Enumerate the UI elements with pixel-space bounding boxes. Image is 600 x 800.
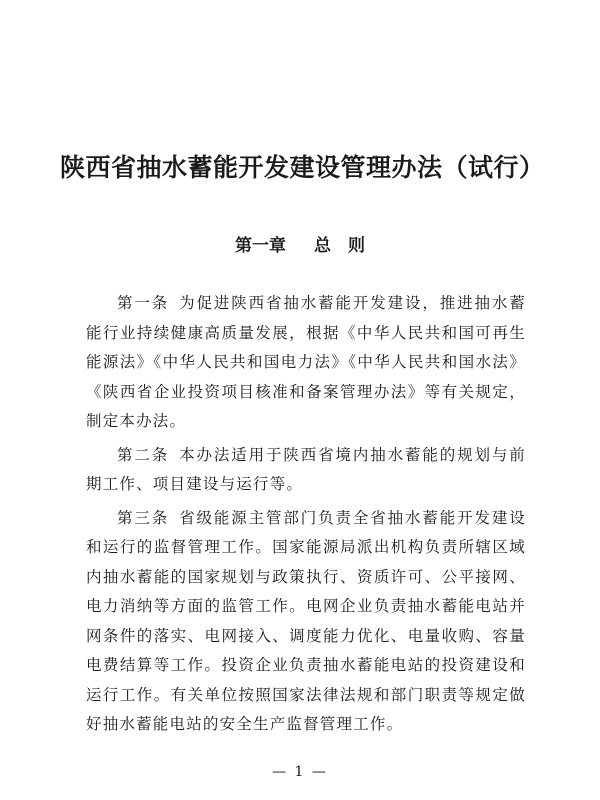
page-number: — 1 — <box>272 764 328 780</box>
article-3 <box>86 504 526 740</box>
article-label: 第一条 <box>117 294 170 312</box>
article-text: 本办法适用于陕西省境内抽水蓄能的规划与前期工作、项目建设与运行等。 <box>86 445 526 493</box>
chapter-name: 总 则 <box>314 236 365 256</box>
article-2 <box>86 441 526 500</box>
article-label: 第二条 <box>117 445 170 464</box>
chapter-heading <box>150 231 450 256</box>
article-text: 省级能源主管部门负责全省抽水蓄能开发建设和运行的监督管理工作。国家能源局派出机构负责所辖区域内抽水蓄能的国家规划与政策执行、资质许可、公平接网、电力消纳等方面的监管工作。电网企业负责抽水蓄能电站并网条件的落实、电网接入、调度能力优化、电量收购、容量电费结算等工作。投资企业负责抽水蓄能电站的投资建设和运行工作。有关单位按照国家法律法规和部门职责等规定做好抽水蓄能电站的安全生产监督管理工作。 <box>86 508 526 733</box>
chapter-number: 第一章 <box>235 236 286 256</box>
document-body <box>86 289 526 744</box>
document-title: 陕西省抽水蓄能开发建设管理办法（试行） <box>60 152 545 182</box>
article-text: 为促进陕西省抽水蓄能开发建设，推进抽水蓄能行业持续健康高质量发展，根据《中华人民共和国可再生能源法》《中华人民共和国电力法》《中华人民共和国水法》《陕西省企业投资项目核准和备案管理办法》等有关规定，制定本办法。 <box>86 294 526 430</box>
article-1 <box>86 289 526 437</box>
article-label: 第三条 <box>117 508 170 527</box>
